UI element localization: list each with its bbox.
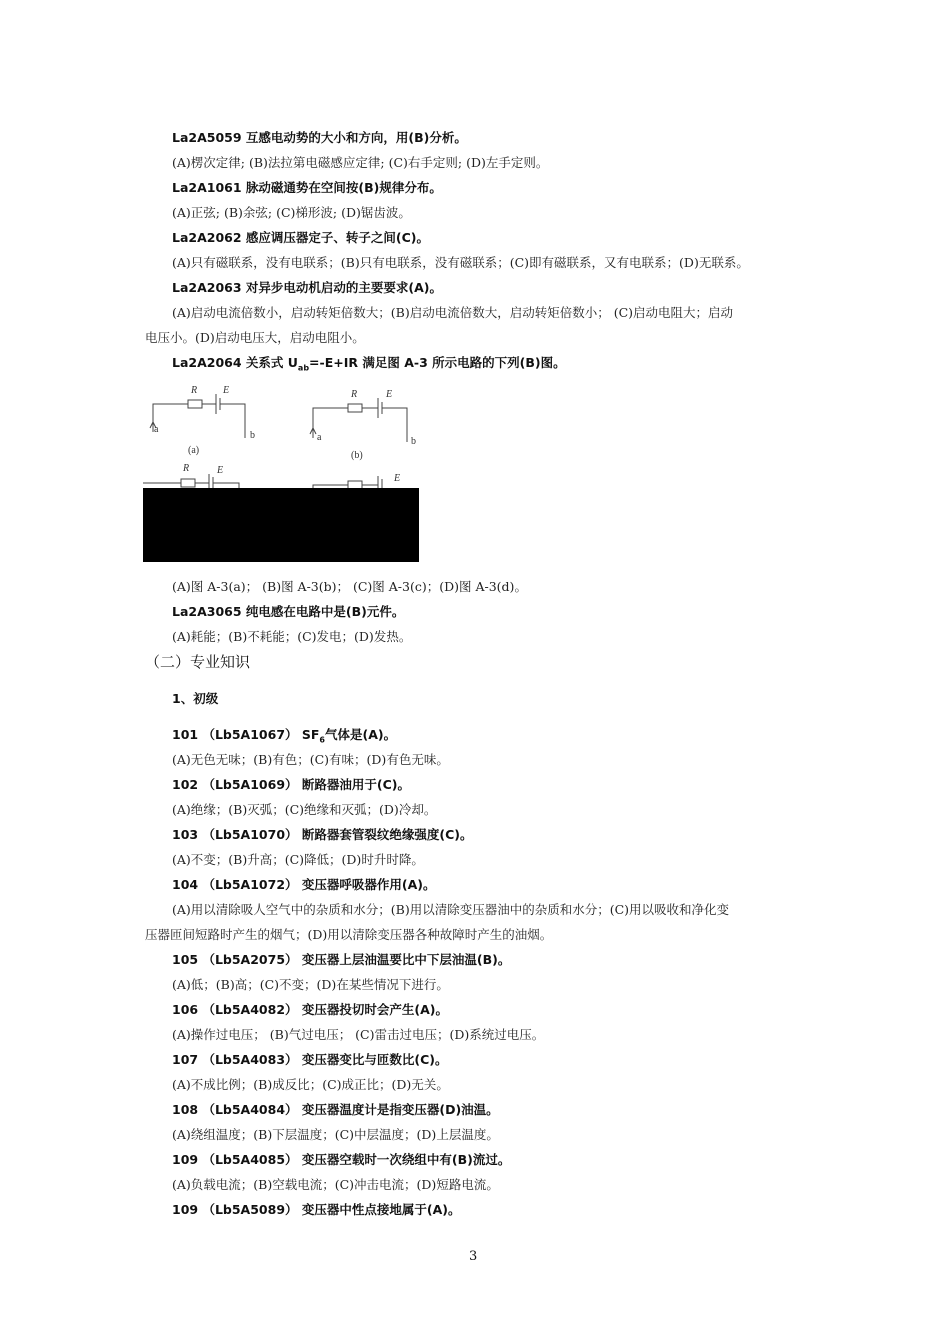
page-number: 3: [469, 1249, 478, 1264]
answer-la2a5059: (A)楞次定律; (B)法拉第电磁感应定律; (C)右手定则; (D)左手定则。: [172, 155, 549, 170]
label-e-a: E: [223, 385, 230, 396]
answer-108: (A)绕组温度；(B)下层温度；(C)中层温度；(D)上层温度。: [172, 1127, 499, 1142]
question-102: 102 （Lb5A1069） 断路器油用于(C)。: [172, 777, 410, 792]
label-a-terminal-a: a: [154, 424, 159, 435]
question-104: 104 （Lb5A1072） 变压器呼吸器作用(A)。: [172, 877, 436, 892]
label-r-b: R: [351, 389, 358, 400]
answer-109: (A)负载电流；(B)空载电流；(C)冲击电流；(D)短路电流。: [172, 1177, 499, 1192]
answer-la2a2063-line1: (A)启动电流倍数小，启动转矩倍数大；(B)启动电流倍数大，启动转矩倍数小； (C)启动电阻大；启动: [172, 305, 734, 320]
answer-103: (A)不变；(B)升高；(C)降低；(D)时升时降。: [172, 852, 424, 867]
question-la2a5059: La2A5059 互感电动势的大小和方向，用(B)分析。: [172, 130, 467, 145]
label-r-a: R: [191, 385, 198, 396]
label-e-c: E: [217, 465, 224, 476]
circuit-d-top: [313, 476, 382, 490]
answer-107: (A)不成比例；(B)成反比；(C)成正比；(D)无关。: [172, 1077, 449, 1092]
label-e-b: E: [386, 389, 393, 400]
section-heading: （二）专业知识: [145, 653, 251, 671]
circuit-a: [150, 394, 245, 438]
label-r-c: R: [183, 463, 190, 474]
answer-la2a3065: (A)耗能；(B)不耗能；(C)发电；(D)发热。: [172, 629, 412, 644]
label-b-terminal-a: b: [250, 430, 255, 441]
answer-101: (A)无色无味；(B)有色；(C)有味；(D)有色无味。: [172, 752, 449, 767]
question-106: 106 （Lb5A4082） 变压器投切时会产生(A)。: [172, 1002, 448, 1017]
answer-la2a2062: (A)只有磁联系，没有电联系；(B)只有电联系，没有磁联系；(C)即有磁联系，又有电联系；(D)无联系。: [172, 255, 749, 270]
question-108: 108 （Lb5A4084） 变压器温度计是指变压器(D)油温。: [172, 1102, 499, 1117]
answer-la2a1061: (A)正弦; (B)余弦; (C)梯形波; (D)锯齿波。: [172, 205, 411, 220]
answer-105: (A)低；(B)高；(C)不变；(D)在某些情况下进行。: [172, 977, 449, 992]
answer-la2a2064: (A)图 A-3(a)； (B)图 A-3(b)； (C)图 A-3(c)；(D)图 A-3(d)。: [172, 579, 527, 594]
question-103: 103 （Lb5A1070） 断路器套管裂纹绝缘强度(C)。: [172, 827, 473, 842]
answer-102: (A)绝缘；(B)灭弧；(C)绝缘和灭弧；(D)冷却。: [172, 802, 437, 817]
question-la2a2062: La2A2062 感应调压器定子、转子之间(C)。: [172, 230, 430, 245]
circuit-b: [310, 398, 407, 442]
answer-104-line2: 压器匝间短路时产生的烟气；(D)用以清除变压器各种故障时产生的油烟。: [145, 927, 553, 942]
question-la2a2063: La2A2063 对异步电动机启动的主要要求(A)。: [172, 280, 443, 295]
answer-106: (A)操作过电压； (B)气过电压； (C)雷击过电压；(D)系统过电压。: [172, 1027, 545, 1042]
question-105: 105 （Lb5A2075） 变压器上层油温要比中下层油温(B)。: [172, 952, 511, 967]
question-107: 107 （Lb5A4083） 变压器变比与匝数比(C)。: [172, 1052, 448, 1067]
redaction-block: [143, 488, 419, 562]
label-e-d: E: [394, 473, 401, 484]
question-la2a1061: La2A1061 脉动磁通势在空间按(B)规律分布。: [172, 180, 442, 195]
question-109: 109 （Lb5A4085） 变压器空载时一次绕组中有(B)流过。: [172, 1152, 511, 1167]
question-101: 101 （Lb5A1067） $SF_6$气体是(A)。: [172, 727, 397, 745]
caption-b: (b): [351, 450, 363, 461]
question-la2a3065: La2A3065 纯电感在电路中是(B)元件。: [172, 604, 405, 619]
circuit-figure-a3: [143, 380, 419, 562]
question-109-lb5a5089: 109 （Lb5A5089） 变压器中性点接地属于(A)。: [172, 1202, 461, 1217]
circuit-c-top: [143, 474, 239, 490]
caption-a: (a): [188, 445, 200, 456]
question-la2a2064: La2A2064 关系式 $U_{ab}=-E+IR$ 满足图 A-3 所示电路的下列(B)图。: [172, 355, 566, 373]
answer-la2a2063-line2: 电压小。(D)启动电压大，启动电阻小。: [145, 330, 365, 345]
subsection-heading: 1、初级: [172, 691, 219, 706]
label-b-terminal-b: b: [411, 436, 416, 447]
answer-104-line1: (A)用以清除吸人空气中的杂质和水分；(B)用以清除变压器油中的杂质和水分；(C)用以吸收和净化变: [172, 902, 730, 917]
label-a-terminal-b: a: [317, 432, 322, 443]
